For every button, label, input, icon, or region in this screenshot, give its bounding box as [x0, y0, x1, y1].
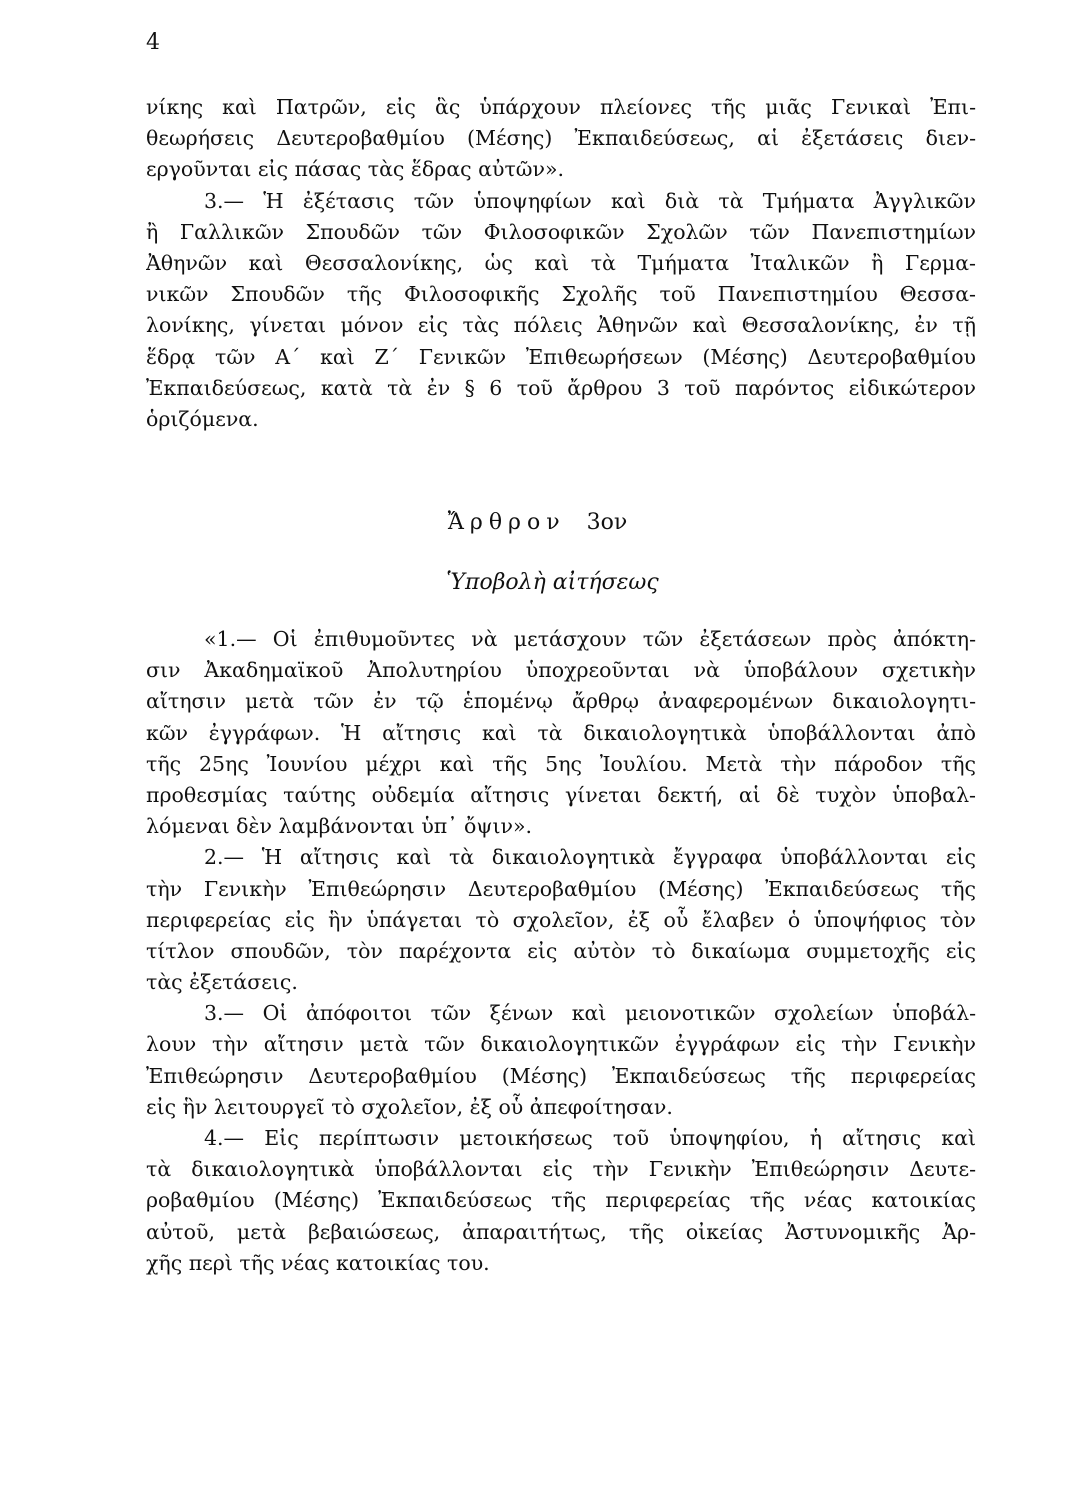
text-line: προθεσμίας ταύτης οὐδεμία αἴτησις γίνεται δεκτή, αἱ δὲ τυχὸν ὑποβαλ- — [146, 782, 976, 807]
text-line: 2.— Ἡ αἴτησις καὶ τὰ δικαιολογητικὰ ἔγγραφα ὑποβάλλονται εἰς — [204, 845, 976, 870]
text-line: λονίκης, γίνεται μόνον εἰς τὰς πόλεις Ἀθηνῶν καὶ Θεσσαλονίκης, ἐν τῇ — [146, 313, 976, 338]
text-line: 3.— Ἡ ἐξέτασις τῶν ὑποψηφίων καὶ διὰ τὰ Τμήματα Ἀγγλικῶν — [204, 188, 976, 213]
text-line: 3.— Οἱ ἀπόφοιτοι τῶν ξένων καὶ μειονοτικῶν σχολείων ὑποβάλ- — [204, 1001, 976, 1026]
text-line: ἕδρᾳ τῶν Α΄ καὶ Ζ΄ Γενικῶν Ἐπιθεωρήσεων (Μέσης) Δευτεροβαθμίου — [146, 344, 976, 369]
text-line: «1.— Οἱ ἐπιθυμοῦντες νὰ μετάσχουν τῶν ἐξετάσεων πρὸς ἀπόκτη- — [204, 627, 976, 651]
text-line: νίκης καὶ Πατρῶν, εἰς ἃς ὑπάρχουν πλείονες τῆς μιᾶς Γενικαὶ Ἐπι- — [146, 95, 976, 119]
article-title: Ἄρθρον — [447, 510, 566, 535]
text-line: νικῶν Σπουδῶν τῆς Φιλοσοφικῆς Σχολῆς τοῦ Πανεπιστημίου Θεσσα- — [146, 282, 976, 307]
text-line: 4.— Εἰς περίπτωσιν μετοικήσεως τοῦ ὑποψηφίου, ἡ αἴτησις καὶ — [204, 1126, 976, 1150]
text-line: αὐτοῦ, μετὰ βεβαιώσεως, ἀπαραιτήτως, τῆς οἰκείας Ἀστυνομικῆς Ἀρ- — [146, 1219, 976, 1244]
text-line: αἴτησιν μετὰ τῶν ἐν τῷ ἑπομένῳ ἄρθρῳ ἀναφερομένων δικαιολογητι- — [146, 689, 976, 714]
text-line: τὰ δικαιολογητικὰ ὑποβάλλονται εἰς τὴν Γενικὴν Ἐπιθεώρησιν Δευτε- — [146, 1157, 976, 1182]
top-paragraphs — [146, 92, 976, 435]
text-line: ὁριζόμενα. — [146, 406, 259, 431]
text-line: περιφερείας εἰς ἣν ὑπάγεται τὸ σχολεῖον, ἐξ οὗ ἔλαβεν ὁ ὑποψήφιος τὸν — [146, 907, 976, 932]
text-line: εἰς ἣν λειτουργεῖ τὸ σχολεῖον, ἐξ οὗ ἀπεφοίτησαν. — [146, 1094, 673, 1119]
text-line: τῆς 25ης Ἰουνίου μέχρι καὶ τῆς 5ης Ἰουλίου. Μετὰ τὴν πάροδον τῆς — [146, 751, 976, 776]
body-paragraphs — [146, 624, 976, 1279]
article-heading — [0, 510, 1075, 535]
text-line: τίτλον σπουδῶν, τὸν παρέχοντα εἰς αὐτὸν τὸ δικαίωμα συμμετοχῆς εἰς — [146, 938, 976, 963]
text-line: τὰς ἐξετάσεις. — [146, 970, 298, 995]
text-line: χῆς περὶ τῆς νέας κατοικίας του. — [146, 1250, 490, 1275]
text-line: λόμεναι δὲν λαμβάνονται ὑπ᾿ ὄψιν». — [146, 814, 532, 839]
text-line: λουν τὴν αἴτησιν μετὰ τῶν δικαιολογητικῶν ἐγγράφων εἰς τὴν Γενικὴν — [146, 1032, 976, 1057]
text-line: σιν Ἀκαδημαϊκοῦ Ἀπολυτηρίου ὑποχρεοῦνται νὰ ὑποβάλουν σχετικὴν — [146, 658, 976, 683]
article-subtitle: Ὑποβολὴ αἰτήσεως — [446, 570, 659, 595]
text-line: ροβαθμίου (Μέσης) Ἐκπαιδεύσεως τῆς περιφερείας τῆς νέας κατοικίας — [146, 1188, 976, 1213]
text-line: κῶν ἐγγράφων. Ἡ αἴτησις καὶ τὰ δικαιολογητικὰ ὑποβάλλονται ἀπὸ — [146, 720, 976, 745]
text-line: εργοῦνται εἰς πάσας τὰς ἕδρας αὐτῶν». — [146, 157, 565, 182]
text-line: Ἀθηνῶν καὶ Θεσσαλονίκης, ὡς καὶ τὰ Τμήματα Ἰταλικῶν ἢ Γερμα- — [146, 250, 976, 275]
article-number: 3ον — [586, 510, 628, 535]
text-line: θεωρήσεις Δευτεροβαθμίου (Μέσης) Ἐκπαιδεύσεως, αἱ ἐξετάσεις διεν- — [146, 126, 976, 151]
text-line: Ἐκπαιδεύσεως, κατὰ τὰ ἐν § 6 τοῦ ἄρθρου 3 τοῦ παρόντος εἰδικώτερον — [146, 375, 976, 400]
page-number: 4 — [146, 30, 160, 55]
text-line: ἢ Γαλλικῶν Σπουδῶν τῶν Φιλοσοφικῶν Σχολῶν τῶν Πανεπιστημίων — [146, 219, 976, 244]
text-line: τὴν Γενικὴν Ἐπιθεώρησιν Δευτεροβαθμίου (Μέσης) Ἐκπαιδεύσεως τῆς — [146, 876, 976, 901]
text-line: Ἐπιθεώρησιν Δευτεροβαθμίου (Μέσης) Ἐκπαιδεύσεως τῆς περιφερείας — [146, 1063, 976, 1088]
